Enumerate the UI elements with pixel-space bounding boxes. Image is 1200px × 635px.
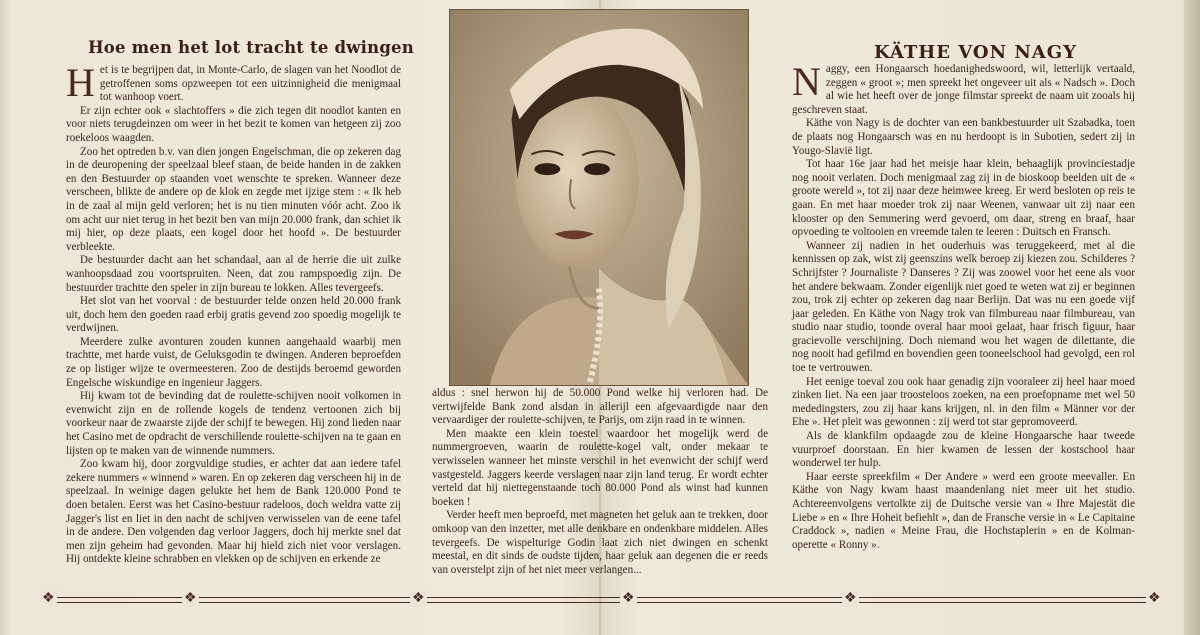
paragraph: Men maakte een klein toestel waardoor het mogelijk werd de nummergroeven, waarin de roulette-kogel valt, onder mekaar te verwisselen wanneer het minste verschil in het evenwicht der schijf werd vastgesteld. Jaggers keerde verslagen naar zijn land terug. Er wordt echter verteld dat hij niettegenstaande toch 80.000 Pond als winst had kunnen boeken ! [432,427,768,508]
paragraph: Zoo kwam hij, door zorgvuldige studies, er achter dat aan iedere tafel zekere nummers « winnend » waren. En op zekeren dag verscheen hij in de speelzaal. In weinige dagen gelukte het hem de Bank 120.000 Pond te doen betalen. Eerst was het Casino-bestuur radeloos, doch weldra vatte zij Jagger's list en liet in den nacht de schijven verwisselen van de eene tafel in de andere. Den volgenden dag verloor Jaggers, doch hij merkte snel dat men zijn geheim had gevonden. Maar hij hield zich niet voor verslagen. Hij ontdekte kleine schrabben en vlekken op de schijven en erkende ze [66,458,401,566]
page-edge [1184,0,1200,635]
paragraph: Wanneer zij nadien in het ouderhuis was teruggekeerd, met al die kennissen op zak, wist zij geenszins welk beroep zij kiezen zou. Schilderes ? Schrijfster ? Journaliste ? Danseres ? Zij was zoowel voor het eene als voor het andere bekwaam. Zonder eigenlijk niet goed te weten wat zij er beginnen zou, trok zij echter op zekeren dag naar Berlijn. Dat was nu een goede vijf jaar geleden. En Käthe von Nagy trok van filmbureau naar filmbureau, van studio naar studio, toonde overal haar mooi gelaat, haar frisch figuur, haar gracievolle verschijning. Doch niemand wou het wagen de dilettante, die nog nooit had gefilmd en bovendien geen tooneelschool had gevolgd, een rol toe te vertrouwen. [792,239,1135,375]
article-title-left: Hoe men het lot tracht te dwingen [88,38,414,57]
paragraph: Verder heeft men beproefd, met magneten het geluk aan te trekken, door omkoop van den inzetter, met alle denkbare en ondenkbare middelen. Alles tevergeefs. De wispelturige Godin laat zich niet dwingen en schenkt meestal, en dit sinds de oudste tijden, haar geluk aan degenen die er reeds van overstelpt zijn of het niet meer verlangen... [432,509,768,576]
dropcap-n: N [792,59,821,104]
ornament-icon: ❖ [622,591,635,606]
bottom-border [44,597,1154,603]
ornament-icon: ❖ [1148,591,1161,606]
article-title-right: KÄTHE VON NAGY [874,42,1077,63]
paragraph: De bestuurder dacht aan het schandaal, aan al de herrie die uit zulke wanhoopsdaad zou voortspruiten. Neen, dat zou rampspoedig zijn. De bestuurder trachtte den speler in zijn bureau te lokken. Alles tevergeefs. [66,254,401,294]
ornament-icon: ❖ [42,591,55,606]
paragraph: Käthe von Nagy is de dochter van een bankbestuurder uit Szabadka, toen de plaats nog Hongaarsch was en nu herdoopt is in Subotien, sedert zij in Yougo-Slavië ligt. [792,117,1135,157]
article-left-continuation [432,387,768,577]
paragraph: aldus : snel herwon hij de 50.000 Pond welke hij verloren had. De vertwijfelde Bank zond alsdan in allerijl een afgevaardigde naar den vervaardiger der roulette-schijven, te Parijs, om zijn raad in te winnen. [432,387,768,427]
portrait-photo [449,9,749,386]
paragraph: Zoo het optreden b.v. van dien jongen Engelschman, die op zekeren dag in de deuropening der speelzaal bleef staan, de beide handen in de zakken en den Bestuurder op staanden voet wenschte te spreken. Wanneer deze verscheen, blikte de andere op de klok en zegde met ijzige stem : « Ik heb in de zaal al mijn geld verloren; het is nu tien minuten vóór acht. Zoo ik om acht uur niet terug in het bezit ben van mijn 20.000 frank, dan schiet ik mij hier, op deze plaats, een kogel door het hoofd ». De bestuurder verbleekte. [66,145,401,253]
paragraph: Het eenige toeval zou ook haar genadig zijn vooraleer zij heel haar moed zinken liet. Na een jaar troosteloos zoeken, na een proefopname met wel 50 mededingsters, zou zij haar kans krijgen, nl. in den film « Männer vor der Ehe ». Het pleit was gewonnen : zij werd tot star gepromoveerd. [792,375,1135,429]
paragraph: Meerdere zulke avonturen zouden kunnen aangehaald waarbij men trachtte, met harde vuist, de Geluksgodin te dwingen. Anderen beproefden ze op listiger wijze te overmeesteren. Zoo de destijds beroemd geworden Engelsche wiskundige en ingenieur Jaggers. [66,335,401,389]
article-right-body [792,59,1135,552]
dropcap-h: H [66,60,95,105]
paragraph: Er zijn echter ook « slachtoffers » die zich tegen dit noodlot kanten en voor niets terugdeinzen om weer in het bezit te komen van hetgeen zij zoo roekeloos waagden. [66,104,401,144]
paragraph: Het is te begrijpen dat, in Monte-Carlo, de slagen van het Noodlot de getroffenen soms opzweepen tot een uitzinnigheid die menigmaal tot wanhoop voert. [66,60,401,105]
paragraph: Haar eerste spreekfilm « Der Andere » werd een groote meevaller. En Käthe von Nagy kwam haast maandenlang niet meer uit het studio. Achtereenvolgens vertolkte zij de Duitsche versie van « Ihre Majestät die Liebe » en « Ihre Hoheit befiehlt », dan de Fransche versie in « Le Capitaine Craddock », nadien « Meine Frau, die Hochstaplerin » en de Kolman-operette « Ronny ». [792,470,1135,551]
paragraph: Tot haar 16e jaar had het meisje haar klein, behaaglijk provinciestadje nog nooit verlaten. Doch menigmaal zag zij in de bioskoop beelden uit de « groote wereld », tot zij naar deze heimwee kreeg. Er werd besloten op reis te gaan. En met haar moeder trok zij naar Weenen, vanwaar uit zij naar een klooster op den Semmering werd gevoerd, om daar, streng en braaf, haar opvoeding te voltooien en vreemde talen te leeren : Duitsch en Fransch. [792,158,1135,239]
ornament-icon: ❖ [844,591,857,606]
ornament-icon: ❖ [412,591,425,606]
paragraph: Naggy, een Hongaarsch hoedanighedswoord, wil, letterlijk vertaald, zeggen « groot »; men spreekt het ongeveer uit als « Nadsch ». Doch al wie het heeft over de jonge filmstar spreekt de naam uit zooals hij geschreven staat. [792,59,1135,116]
paragraph: Het slot van het voorval : de bestuurder telde onzen held 20.000 frank uit, doch hem den goeden raad erbij gratis gevend zoo spoedig mogelijk te verdwijnen. [66,295,401,335]
article-left-body [66,60,401,567]
ornament-icon: ❖ [184,591,197,606]
paragraph: Als de klankfilm opdaagde zou de kleine Hongaarsche haar tweede vuurproef doorstaan. En hier kwamen de lessen der kostschool haar wonderwel ter hulp. [792,430,1135,470]
paragraph: Hij kwam tot de bevinding dat de roulette-schijven nooit volkomen in evenwicht zijn en de rollende kogels de tendenz vertoonen zich bij voorkeur naar de zwaarste zijde der schijf te bewegen. Hij zond lieden naar het Casino met de opdracht de verschillende roulette-schijven na te gaan en lijsten op te maken van de winnende nummers. [66,390,401,457]
portrait-illustration [450,10,748,385]
